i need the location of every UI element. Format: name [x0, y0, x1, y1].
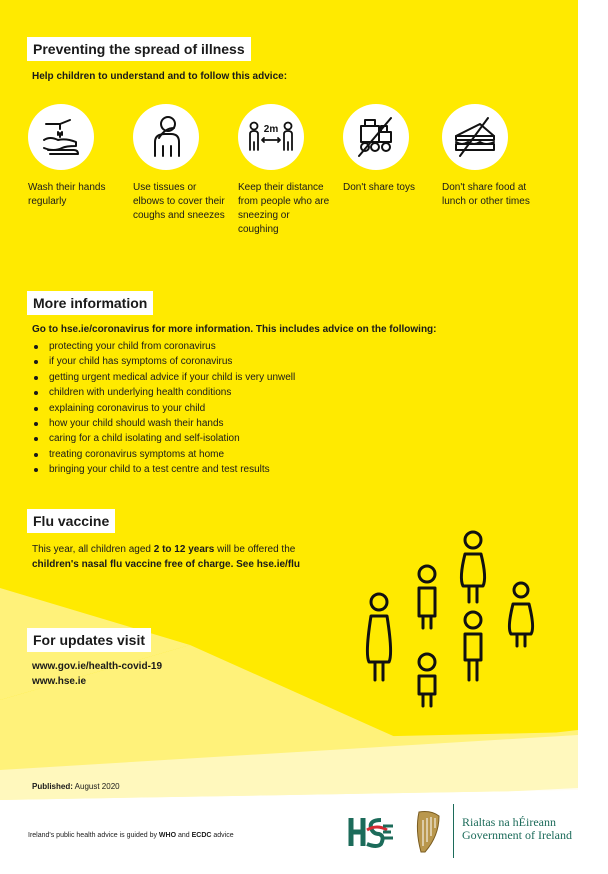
- list-item: protecting your child from coronavirus: [32, 339, 295, 354]
- footnote-text: Ireland's public health advice is guided by: [28, 832, 159, 839]
- list-item: getting urgent medical advice if your child is very unwell: [32, 370, 295, 385]
- gov-line-english: Government of Ireland: [462, 828, 572, 842]
- distance-label: 2m: [263, 124, 279, 135]
- flu-vaccine-offer: children's nasal flu vaccine free of charge. See hse.ie/flu: [32, 559, 301, 570]
- footnote-text: advice: [211, 832, 234, 839]
- flu-text: [32, 542, 322, 572]
- advice-item-cover-cough: [133, 104, 233, 223]
- advice-item-toys: [343, 104, 443, 195]
- advice-item-food: [442, 104, 542, 209]
- flu-title: Flu vaccine: [27, 509, 115, 533]
- advice-caption: Use tissues or elbows to cover their coughs and sneezes: [133, 182, 225, 221]
- child-figure-icon: [367, 594, 390, 680]
- more-info-title: More information: [27, 291, 153, 315]
- advice-caption: Keep their distance from people who are sneezing or coughing: [238, 182, 330, 235]
- advice-caption: Wash their hands regularly: [28, 182, 106, 207]
- child-figure-icon: [461, 532, 484, 602]
- list-item: how your child should wash their hands: [32, 416, 295, 431]
- list-item: caring for a child isolating and self-isolation: [32, 431, 295, 446]
- hse-logo: [347, 812, 395, 852]
- children-figures-illustration: [355, 528, 555, 718]
- child-figure-icon: [465, 612, 481, 680]
- advice-item-distance: [238, 104, 338, 237]
- published-label: Published:: [32, 782, 73, 791]
- advice-item-wash-hands: [28, 104, 128, 209]
- advice-caption: Don't share food at lunch or other times: [442, 182, 530, 207]
- cough-elbow-icon: [133, 104, 199, 170]
- updates-links: [32, 659, 162, 689]
- prevent-intro: Help children to understand and to follow this advice:: [32, 71, 288, 82]
- gov-line-irish: Rialtas na hÉireann: [462, 815, 556, 829]
- gov-divider: [453, 804, 454, 858]
- no-toys-icon: [343, 104, 409, 170]
- footnote-who: WHO: [158, 832, 177, 839]
- hand-washing-icon: [28, 104, 94, 170]
- footnote-text: and: [176, 832, 192, 839]
- flu-text-part: will be offered the: [214, 544, 296, 555]
- government-of-ireland-wordmark: [462, 816, 572, 842]
- more-info-list: [32, 339, 295, 478]
- gov-link[interactable]: www.gov.ie/health-covid-19: [32, 661, 163, 672]
- prevent-title: Preventing the spread of illness: [27, 37, 251, 61]
- list-item: bringing your child to a test centre and test results: [32, 462, 295, 477]
- child-figure-icon: [419, 566, 435, 628]
- footnote: [28, 832, 234, 839]
- list-item: if your child has symptoms of coronavirus: [32, 354, 295, 369]
- updates-title: For updates visit: [27, 628, 151, 652]
- footnote-ecdc: ECDC: [191, 832, 212, 839]
- flu-text-part: This year, all children aged: [32, 544, 154, 555]
- list-item: children with underlying health conditions: [32, 385, 295, 400]
- child-figure-icon: [509, 583, 532, 646]
- harp-icon: [413, 808, 443, 856]
- child-figure-icon: [419, 654, 435, 706]
- hse-link[interactable]: www.hse.ie: [32, 676, 87, 687]
- published-value: August 2020: [72, 782, 120, 791]
- published-date: [32, 782, 120, 791]
- list-item: treating coronavirus symptoms at home: [32, 447, 295, 462]
- no-food-icon: [442, 104, 508, 170]
- advice-caption: Don't share toys: [343, 182, 415, 193]
- more-info-lead: Go to hse.ie/coronavirus for more information. This includes advice on the following:: [32, 324, 437, 335]
- distance-icon: [238, 104, 304, 170]
- flu-age-range: 2 to 12 years: [153, 544, 215, 555]
- list-item: explaining coronavirus to your child: [32, 401, 295, 416]
